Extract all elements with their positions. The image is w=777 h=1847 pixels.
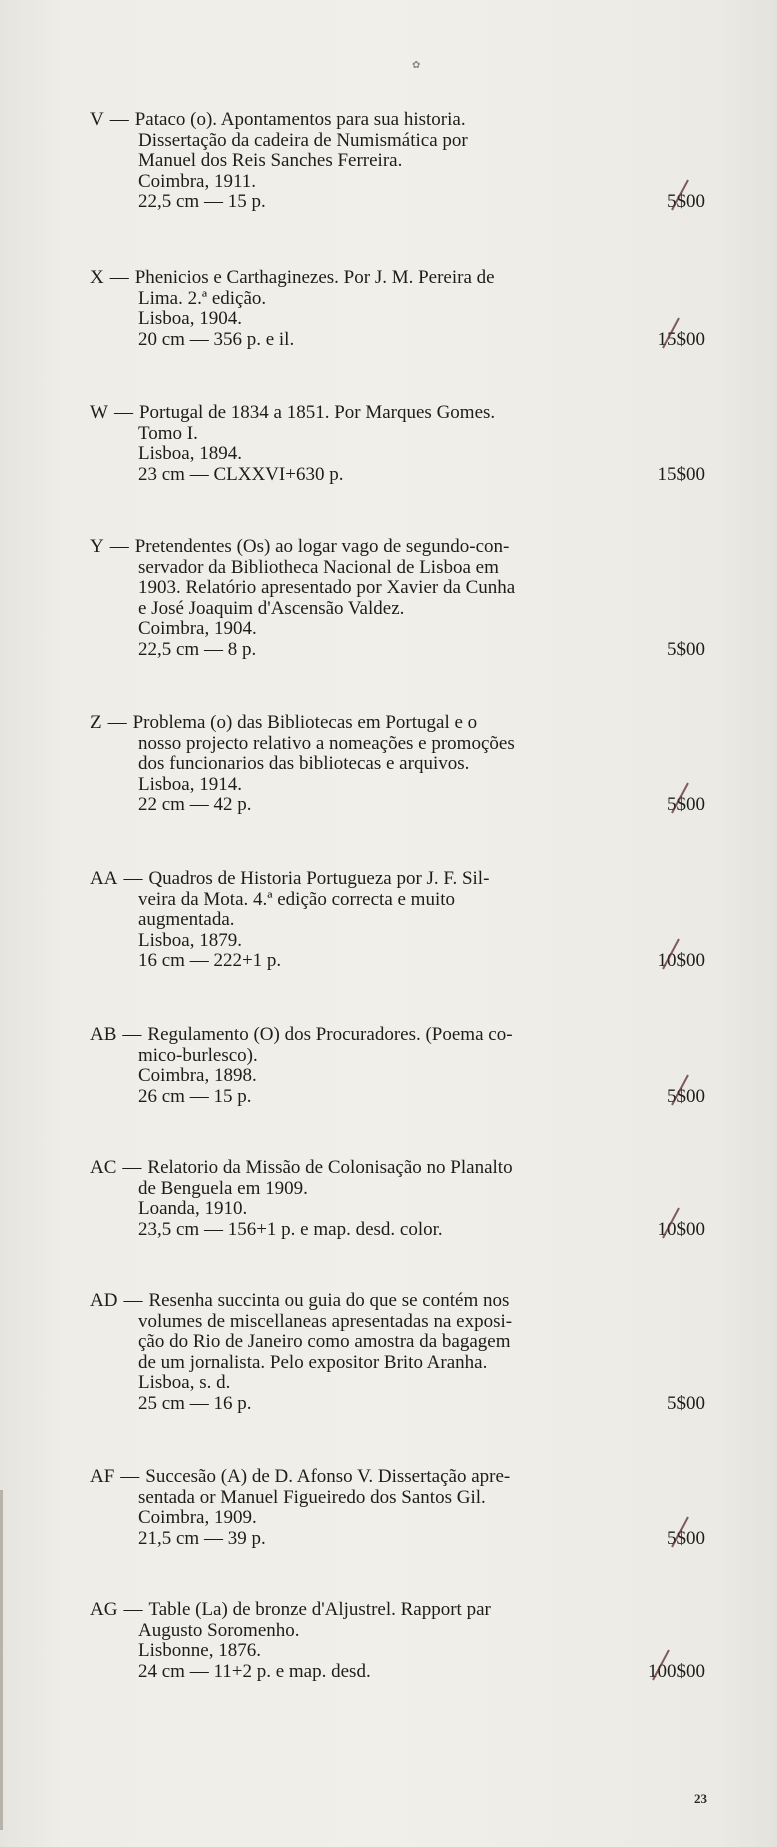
entry-title-4: de um jornalista. Pelo expositor Brito Aranha. (138, 1351, 488, 1373)
entry-price: 5$00 (667, 1527, 705, 1549)
entry-price: 15$00 (657, 328, 705, 350)
entry-code: Y (90, 536, 104, 557)
entry-title-2: nosso projecto relativo a nomeações e promoções (138, 732, 515, 754)
entry-title-3: augmentada. (138, 909, 235, 930)
entry-code: AF (90, 1466, 115, 1487)
entry-price: 10$00 (657, 1218, 705, 1240)
entry-title-1: Resenha succinta ou guia do que se contém nos (148, 1290, 510, 1311)
entry-price: 15$00 (657, 463, 705, 485)
entry-imprint: Lisboa, 1894. (138, 443, 242, 464)
entry-code: AD (90, 1290, 118, 1311)
entry-code: AC (90, 1157, 117, 1178)
entry-ag: AG — Table (La) de bronze d'Aljustrel. Rapport par Augusto Soromenho. Lisbonne, 1876. 24 cm — 11+2 p. e map. desd. 100$00 (90, 1599, 705, 1682)
entry-physical: 16 cm — 222+1 p. (138, 950, 282, 971)
entry-code: AG (90, 1599, 118, 1620)
entry-physical: 25 cm — 16 p. (138, 1392, 252, 1414)
entry-z: Z — Problema (o) das Bibliotecas em Portugal e o nosso projecto relativo a nomeações e promoções dos funcionarios das bibliotecas e arquivos. Lisboa, 1914. 22 cm — 42 p. 5$00 (90, 712, 705, 815)
page-number: 23 (694, 1791, 707, 1806)
entry-title-3: ção do Rio de Janeiro como amostra da bagagem (138, 1331, 511, 1352)
entry-title-2: volumes de miscellaneas apresentadas na exposi- (138, 1310, 513, 1332)
entry-title-3: Manuel dos Reis Sanches Ferreira. (138, 150, 403, 171)
entry-imprint: Lisbonne, 1876. (138, 1640, 261, 1661)
entry-title-1: Table (La) de bronze d'Aljustrel. Rapport par (148, 1599, 491, 1620)
entry-code: AB (90, 1024, 117, 1045)
entry-price: 5$00 (667, 638, 705, 660)
entry-title-2: Tomo I. (138, 422, 198, 444)
entry-title-2: sentada or Manuel Figueiredo dos Santos Gil. (138, 1486, 486, 1508)
entry-imprint: Lisboa, 1879. (138, 929, 242, 951)
entry-physical: 23 cm — CLXXVI+630 p. (138, 463, 344, 485)
entry-physical: 21,5 cm — 39 p. (138, 1527, 266, 1549)
entry-physical: 22,5 cm — 15 p. (138, 191, 266, 212)
entry-title-1: Regulamento (O) dos Procuradores. (Poema co- (147, 1024, 513, 1045)
entry-title-1: Pataco (o). Apontamentos para sua historia. (134, 109, 466, 130)
entry-physical: 22,5 cm — 8 p. (138, 638, 257, 660)
entry-title-1: Quadros de Historia Portugueza por J. F. Sil- (148, 868, 490, 889)
entry-title-2: Augusto Soromenho. (138, 1619, 300, 1641)
entry-af: AF — Succesão (A) de D. Afonso V. Dissertação apre- sentada or Manuel Figueiredo dos Santos Gil. Coimbra, 1909. 21,5 cm — 39 p. 5$00 (90, 1466, 705, 1549)
entry-imprint: Lisboa, 1914. (138, 773, 242, 795)
entry-v: V — Pataco (o). Apontamentos para sua historia. Dissertação da cadeira de Numismática por Manuel dos Reis Sanches Ferreira. Coimbra, 1911. 22,5 cm — 15 p. 5$00 (90, 109, 705, 212)
entry-imprint: Lisboa, s. d. (138, 1372, 231, 1393)
entry-physical: 26 cm — 15 p. (138, 1085, 252, 1107)
entry-code: X (90, 267, 104, 288)
entry-title-1: Pretendentes (Os) ao logar vago de segundo-con- (134, 536, 510, 557)
entry-ab: AB — Regulamento (O) dos Procuradores. (Poema co- mico-burlesco). Coimbra, 1898. 26 cm — 15 p. 5$00 (90, 1024, 705, 1107)
entry-title-1: Portugal de 1834 a 1851. Por Marques Gomes. (138, 402, 496, 423)
entry-title-2: servador da Bibliotheca Nacional de Lisboa em (138, 556, 499, 578)
entry-title-2: veira da Mota. 4.ª edição correcta e muito (138, 888, 456, 910)
entry-physical: 22 cm — 42 p. (138, 794, 252, 815)
entry-x: X — Phenicios e Carthaginezes. Por J. M. Pereira de Lima. 2.ª edição. Lisboa, 1904. 20 cm — 356 p. e il. 15$00 (90, 267, 705, 350)
entry-imprint: Coimbra, 1909. (138, 1507, 257, 1528)
printer-mark-icon: ✿ (412, 60, 421, 71)
entry-title-1: Succesão (A) de D. Afonso V. Dissertação apre- (145, 1466, 511, 1487)
entry-imprint: Coimbra, 1911. (138, 170, 257, 192)
entry-ad: AD — Resenha succinta ou guia do que se contém nos volumes de miscellaneas apresentadas na exposi- ção do Rio de Janeiro como amostra da bagagem de um jornalista. Pelo expositor Brito Aranha. Lisboa, s. d. 25 cm — 16 p. 5$00 (90, 1290, 705, 1414)
entry-imprint: Coimbra, 1898. (138, 1065, 257, 1086)
entry-imprint: Coimbra, 1904. (138, 618, 257, 639)
entry-w: W — Portugal de 1834 a 1851. Por Marques Gomes. Tomo I. Lisboa, 1894. 23 cm — CLXXVI+630 p. 15$00 (90, 402, 705, 485)
entry-physical: 24 cm — 11+2 p. e map. desd. (138, 1660, 371, 1682)
entry-code: W (90, 402, 108, 423)
entry-title-4: e José Joaquim d'Ascensão Valdez. (138, 597, 405, 619)
entry-price: 5$00 (667, 794, 705, 815)
entry-title-1: Phenicios e Carthaginezes. Por J. M. Pereira de (134, 267, 495, 288)
page-edge-shadow (0, 1490, 3, 1830)
entry-imprint: Lisboa, 1904. (138, 308, 242, 329)
entry-code: V (90, 109, 104, 130)
entry-title-3: dos funcionarios das bibliotecas e arquivos. (138, 753, 470, 774)
entry-physical: 23,5 cm — 156+1 p. e map. desd. color. (138, 1218, 443, 1240)
entry-price: 5$00 (667, 1392, 705, 1414)
entry-imprint: Loanda, 1910. (138, 1198, 248, 1219)
entry-title-2: de Benguela em 1909. (138, 1177, 308, 1199)
entry-title-2: Lima. 2.ª edição. (138, 287, 267, 309)
entry-title-1: Relatorio da Missão de Colonisação no Planalto (147, 1157, 513, 1178)
entry-price: 10$00 (657, 950, 705, 971)
entry-code: Z (90, 712, 102, 733)
entry-title-3: 1903. Relatório apresentado por Xavier da Cunha (138, 577, 516, 598)
entry-y: Y — Pretendentes (Os) ao logar vago de segundo-con- servador da Bibliotheca Nacional de Lisboa em 1903. Relatório apresentado por Xavier da Cunha e José Joaquim d'Ascensão Valdez. Coimbra, 1904. 22,5 cm — 8 p. 5$00 (90, 536, 705, 660)
entry-price: 5$00 (667, 1085, 705, 1107)
entry-title-2: mico-burlesco). (138, 1044, 258, 1066)
entry-price: 5$00 (667, 191, 705, 212)
entry-title-2: Dissertação da cadeira de Numismática por (138, 129, 468, 151)
entry-ac: AC — Relatorio da Missão de Colonisação no Planalto de Benguela em 1909. Loanda, 1910. 23,5 cm — 156+1 p. e map. desd. color. 10$00 (90, 1157, 705, 1240)
entry-price: 100$00 (648, 1660, 705, 1682)
entry-aa: AA — Quadros de Historia Portugueza por J. F. Sil- veira da Mota. 4.ª edição correcta e muito augmentada. Lisboa, 1879. 16 cm — 222+1 p. 10$00 (90, 868, 705, 971)
entry-physical: 20 cm — 356 p. e il. (138, 328, 295, 350)
entry-code: AA (90, 868, 118, 889)
entry-title-1: Problema (o) das Bibliotecas em Portugal e o (132, 712, 478, 733)
